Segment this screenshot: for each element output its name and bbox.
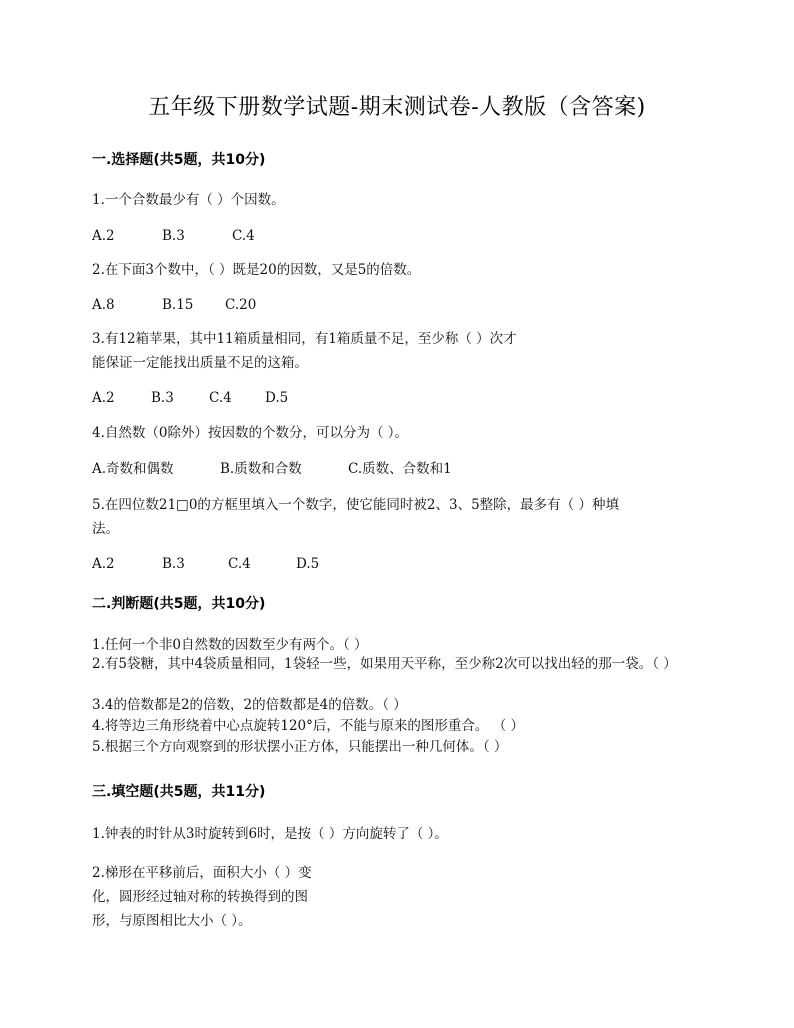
question-text: 1.钟表的时针从3时旋转到6时，是按（ ）方向旋转了（ ）。 xyxy=(92,826,448,842)
document-title: 五年级下册数学试题-期末测试卷-人教版（含答案) xyxy=(148,95,646,120)
section-heading-fill-blank: 三.填空题(共5题，共11分) xyxy=(92,784,266,800)
option: B.质数和合数 xyxy=(220,461,302,477)
option: D.5 xyxy=(265,390,289,406)
option: B.3 xyxy=(162,228,185,244)
option: A.奇数和偶数 xyxy=(92,461,174,477)
option: D.5 xyxy=(296,556,320,572)
option: A.2 xyxy=(92,228,115,244)
question-text: 5.在四位数21□0的方框里填入一个数字，使它能同时被2、3、5整除，最多有（ ）种填法。 xyxy=(92,497,619,537)
question-text: 5.根据三个方向观察到的形状摆小正方体，只能摆出一种几何体。（ ） xyxy=(92,739,508,755)
option: C.质数、合数和1 xyxy=(348,461,452,477)
option: C.4 xyxy=(209,390,232,406)
section-heading-judgment: 二.判断题(共5题，共10分) xyxy=(92,596,266,612)
question-text: 3.有12箱苹果，其中11箱质量相同，有1箱质量不足，至少称（ ）次才能保证一定能找出质量不足的这箱。 xyxy=(92,331,517,371)
question-text: 3.4的倍数都是2的倍数，2的倍数都是4的倍数。（ ） xyxy=(92,697,407,713)
question-text: 2.在下面3个数中，（ ）既是20的因数，又是5的倍数。 xyxy=(92,262,421,278)
question-text: 1.任何一个非0自然数的因数至少有两个。（ ） xyxy=(92,637,368,653)
option: B.3 xyxy=(151,390,174,406)
option: C.4 xyxy=(232,228,255,244)
option: A.2 xyxy=(92,390,115,406)
question-text: 1.一个合数最少有（ ）个因数。 xyxy=(92,192,285,208)
option: B.15 xyxy=(162,297,194,313)
option: C.20 xyxy=(225,297,257,313)
option: A.2 xyxy=(92,556,115,572)
option: A.8 xyxy=(92,297,115,313)
question-text: 4.将等边三角形绕着中心点旋转120°后，不能与原来的图形重合。 （ ） xyxy=(92,718,524,734)
question-text: 2.梯形在平移前后，面积大小（ ）变化，圆形经过轴对称的转换得到的图形，与原图相比大小（ ）。 xyxy=(92,865,312,929)
section-heading-choice: 一.选择题(共5题，共10分) xyxy=(92,152,266,168)
option: C.4 xyxy=(228,556,251,572)
question-text: 4.自然数（0除外）按因数的个数分，可以分为（ ）。 xyxy=(92,425,409,441)
question-text: 2.有5袋糖，其中4袋质量相同，1袋轻一些，如果用天平称，至少称2次可以找出轻的那一袋。（ ） xyxy=(92,656,677,672)
option: B.3 xyxy=(162,556,185,572)
